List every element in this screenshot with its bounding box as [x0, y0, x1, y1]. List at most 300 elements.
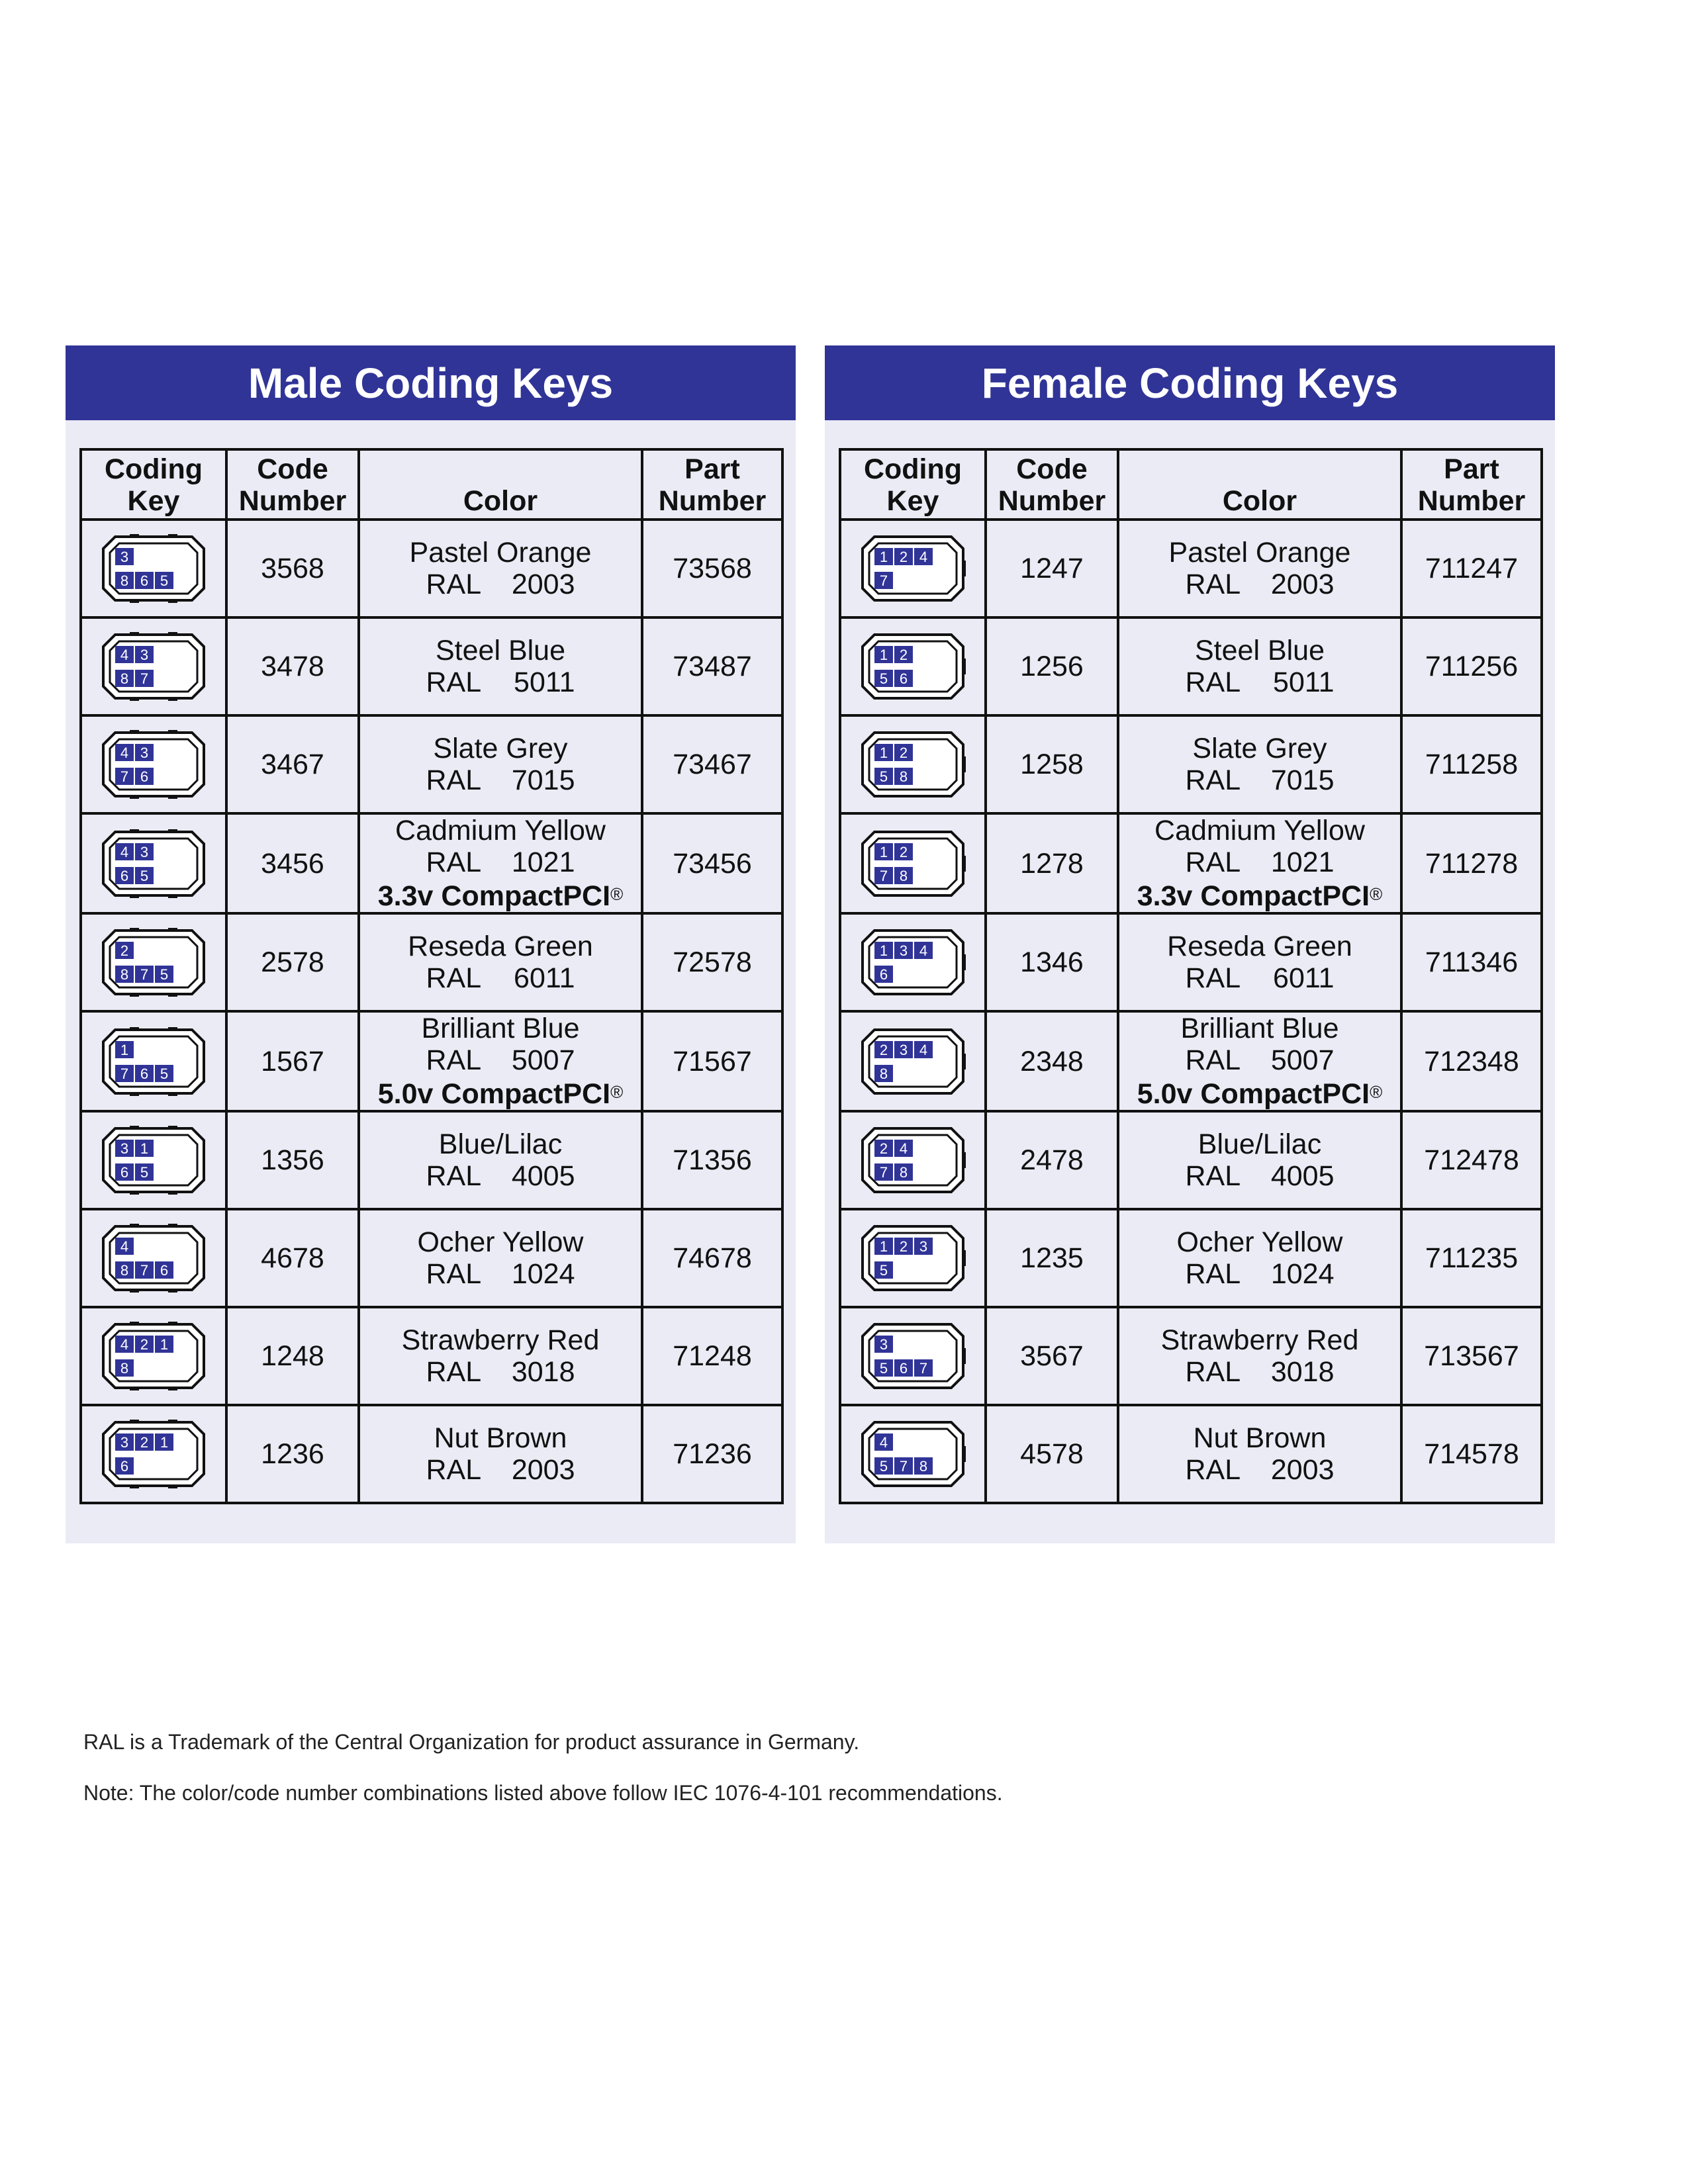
- ral-code: [360, 846, 641, 878]
- color-cell: [359, 520, 642, 617]
- part-number-cell: 73467: [642, 715, 782, 813]
- key-pin-number: 6: [899, 670, 908, 687]
- key-pin-number: 2: [899, 549, 908, 565]
- female-header-row: [840, 449, 1542, 520]
- color-name: Ocher Yellow: [1176, 1226, 1343, 1258]
- color-name: Cadmium Yellow: [1154, 815, 1365, 846]
- ral-code: [1119, 1454, 1400, 1486]
- key-pin-number: 3: [899, 942, 908, 959]
- color-cell: [359, 813, 642, 913]
- key-pin-number: 8: [899, 768, 908, 785]
- key-pin-number: 7: [120, 1065, 129, 1082]
- ral-number: 1024: [511, 1258, 575, 1290]
- ral-code: [1119, 1044, 1400, 1076]
- ral-number: 7015: [511, 764, 575, 796]
- ral-label: RAL: [1185, 1160, 1241, 1192]
- coding-key-icon: [101, 1126, 207, 1195]
- key-pin-number: 2: [899, 843, 908, 860]
- coding-key-cell: [840, 1209, 986, 1307]
- code-number-cell: 3467: [226, 715, 359, 813]
- coding-key-cell: [840, 1307, 986, 1405]
- ral-number: 6011: [1273, 962, 1335, 994]
- key-pin-number: 5: [160, 1065, 169, 1082]
- key-pin-number: 8: [899, 1164, 908, 1181]
- key-pin-number: 7: [140, 966, 149, 983]
- color-name: Pastel Orange: [1168, 537, 1351, 569]
- ral-label: RAL: [1185, 1454, 1241, 1486]
- key-pin-number: 4: [919, 549, 928, 565]
- ral-label: RAL: [426, 666, 482, 698]
- col-header-coding-key: Coding Key: [81, 449, 226, 520]
- ral-label: RAL: [1185, 1258, 1241, 1290]
- part-number-cell: 71356: [642, 1111, 782, 1209]
- part-number-cell: 713567: [1401, 1307, 1542, 1405]
- key-pin-number: 2: [879, 1041, 888, 1058]
- key-pin-number: 4: [919, 1041, 928, 1058]
- ral-number: 7015: [1270, 764, 1335, 796]
- key-bottom-row: [115, 1261, 173, 1279]
- code-number-cell: 2478: [986, 1111, 1118, 1209]
- ral-label: RAL: [426, 764, 482, 796]
- key-pin-number: 7: [919, 1360, 928, 1377]
- female-title: Female Coding Keys: [825, 345, 1555, 420]
- coding-key-icon: [101, 928, 207, 997]
- table-row: [81, 813, 782, 913]
- coding-key-icon: [860, 1420, 966, 1488]
- coding-key-cell: [840, 617, 986, 715]
- color-name: Nut Brown: [1193, 1422, 1327, 1454]
- voltage-note: 3.3v CompactPCI®: [377, 880, 624, 912]
- key-pin-number: 1: [879, 549, 888, 565]
- part-number-cell: 712348: [1401, 1011, 1542, 1111]
- key-pin-number: 6: [160, 1262, 169, 1279]
- ral-number: 5011: [514, 666, 575, 698]
- key-pin-number: 5: [879, 670, 888, 687]
- color-cell: [1118, 1307, 1401, 1405]
- key-pin-number: 2: [140, 1434, 149, 1451]
- coding-key-cell: [840, 813, 986, 913]
- voltage-note: 5.0v CompactPCI®: [377, 1078, 624, 1110]
- coding-key-icon: [101, 1027, 207, 1096]
- key-pin-number: 1: [879, 843, 888, 860]
- key-pin-number: 4: [120, 1238, 129, 1255]
- key-bottom-row: [115, 1359, 134, 1377]
- code-number-cell: 4678: [226, 1209, 359, 1307]
- coding-key-cell: [840, 715, 986, 813]
- col-header-color: Color: [1118, 449, 1401, 520]
- coding-key-icon: [860, 1224, 966, 1293]
- female-panel: [825, 345, 1555, 1543]
- male-table: [79, 448, 784, 1504]
- key-bottom-row: [874, 1261, 893, 1279]
- ral-label: RAL: [426, 962, 482, 994]
- male-panel: [66, 345, 796, 1543]
- coding-key-icon: [860, 730, 966, 799]
- table-row: [81, 617, 782, 715]
- key-pin-number: 5: [879, 1458, 888, 1475]
- key-pin-number: 4: [879, 1434, 888, 1451]
- table-row: [81, 520, 782, 617]
- color-cell: [1118, 1011, 1401, 1111]
- code-number-cell: 3568: [226, 520, 359, 617]
- ral-label: RAL: [1185, 1356, 1241, 1388]
- key-top-row: [874, 1238, 933, 1255]
- part-number-cell: 711346: [1401, 913, 1542, 1011]
- color-name: Blue/Lilac: [1197, 1128, 1322, 1160]
- coding-key-cell: [81, 1307, 226, 1405]
- key-pin-number: 2: [879, 1140, 888, 1157]
- color-cell: [1118, 1209, 1401, 1307]
- part-number-cell: 71236: [642, 1405, 782, 1503]
- color-name: Strawberry Red: [1160, 1324, 1359, 1356]
- coding-key-cell: [81, 520, 226, 617]
- code-number-cell: 4578: [986, 1405, 1118, 1503]
- color-cell: [1118, 520, 1401, 617]
- key-pin-number: 2: [899, 1238, 908, 1255]
- ral-label: RAL: [426, 569, 482, 600]
- ral-code: [1119, 846, 1400, 878]
- ral-code: [1119, 666, 1400, 698]
- key-top-row: [115, 942, 134, 959]
- trademark-note: RAL is a Trademark of the Central Organization for product assurance in Germany.: [83, 1730, 860, 1754]
- color-name: Blue/Lilac: [438, 1128, 563, 1160]
- key-pin-number: 6: [140, 768, 149, 785]
- key-top-row: [874, 1433, 893, 1451]
- ral-code: [1119, 962, 1400, 994]
- key-top-row: [115, 548, 134, 565]
- key-pin-number: 3: [919, 1238, 928, 1255]
- coding-key-icon: [101, 730, 207, 799]
- voltage-note: 3.3v CompactPCI®: [1137, 880, 1383, 912]
- part-number-cell: 711258: [1401, 715, 1542, 813]
- male-title: Male Coding Keys: [66, 345, 796, 420]
- col-header-color: Color: [359, 449, 642, 520]
- coding-key-icon: [101, 534, 207, 603]
- key-bottom-row: [874, 1359, 933, 1377]
- key-pin-number: 7: [879, 572, 888, 589]
- key-pin-number: 8: [120, 966, 129, 983]
- code-number-cell: 1258: [986, 715, 1118, 813]
- code-number-cell: 2348: [986, 1011, 1118, 1111]
- key-pin-number: 5: [140, 1164, 149, 1181]
- key-pin-number: 1: [160, 1336, 169, 1353]
- key-pin-number: 3: [120, 1434, 129, 1451]
- key-top-row: [874, 1041, 933, 1058]
- table-row: [840, 1209, 1542, 1307]
- code-number-cell: 1247: [986, 520, 1118, 617]
- code-number-cell: 3478: [226, 617, 359, 715]
- coding-key-icon: [860, 1126, 966, 1195]
- ral-label: RAL: [1185, 569, 1241, 600]
- key-pin-number: 4: [919, 942, 928, 959]
- female-table: [839, 448, 1543, 1504]
- key-pin-number: 5: [879, 1360, 888, 1377]
- ral-number: 6011: [514, 962, 575, 994]
- coding-key-icon: [101, 1420, 207, 1488]
- color-name: Steel Blue: [435, 635, 566, 666]
- key-pin-number: 8: [120, 670, 129, 687]
- table-row: [840, 715, 1542, 813]
- iec-note: Note: The color/code number combinations listed above follow IEC 1076-4-101 recommendations.: [83, 1781, 1003, 1805]
- key-pin-number: 6: [879, 966, 888, 983]
- code-number-cell: 1256: [986, 617, 1118, 715]
- male-header-row: [81, 449, 782, 520]
- part-number-cell: 711235: [1401, 1209, 1542, 1307]
- part-number-cell: 712478: [1401, 1111, 1542, 1209]
- key-pin-number: 3: [120, 549, 129, 565]
- key-pin-number: 1: [140, 1140, 149, 1157]
- color-cell: [359, 1405, 642, 1503]
- code-number-cell: 1346: [986, 913, 1118, 1011]
- color-name: Reseda Green: [1167, 931, 1352, 962]
- key-pin-number: 3: [140, 843, 149, 860]
- key-pin-number: 2: [140, 1336, 149, 1353]
- key-top-row: [115, 1238, 134, 1255]
- key-top-row: [115, 1336, 173, 1353]
- coding-key-icon: [860, 534, 966, 603]
- key-pin-number: 1: [160, 1434, 169, 1451]
- coding-key-cell: [81, 1011, 226, 1111]
- key-pin-number: 3: [120, 1140, 129, 1157]
- key-pin-number: 8: [879, 1065, 888, 1082]
- ral-code: [1119, 569, 1400, 600]
- key-pin-number: 5: [879, 1262, 888, 1279]
- key-pin-number: 4: [120, 745, 129, 761]
- part-number-cell: 711247: [1401, 520, 1542, 617]
- color-cell: [1118, 913, 1401, 1011]
- key-pin-number: 7: [899, 1458, 908, 1475]
- col-header-code-number: Code Number: [226, 449, 359, 520]
- part-number-cell: 71567: [642, 1011, 782, 1111]
- table-row: [81, 715, 782, 813]
- ral-code: [360, 1044, 641, 1076]
- key-top-row: [874, 942, 933, 959]
- coding-key-cell: [81, 617, 226, 715]
- key-pin-number: 7: [140, 1262, 149, 1279]
- color-name: Ocher Yellow: [417, 1226, 584, 1258]
- key-pin-number: 6: [899, 1360, 908, 1377]
- color-cell: [1118, 1405, 1401, 1503]
- table-row: [840, 1111, 1542, 1209]
- part-number-cell: 71248: [642, 1307, 782, 1405]
- key-pin-number: 3: [140, 745, 149, 761]
- key-top-row: [874, 1336, 893, 1353]
- table-row: [840, 813, 1542, 913]
- coding-key-icon: [101, 1224, 207, 1293]
- key-pin-number: 7: [140, 670, 149, 687]
- ral-number: 5007: [511, 1044, 575, 1076]
- table-row: [81, 1209, 782, 1307]
- code-number-cell: 1356: [226, 1111, 359, 1209]
- coding-key-icon: [101, 1322, 207, 1390]
- coding-key-icon: [860, 1322, 966, 1390]
- table-row: [840, 520, 1542, 617]
- code-number-cell: 1278: [986, 813, 1118, 913]
- coding-key-cell: [81, 913, 226, 1011]
- key-bottom-row: [115, 1457, 134, 1475]
- table-row: [840, 913, 1542, 1011]
- code-number-cell: 1567: [226, 1011, 359, 1111]
- ral-label: RAL: [1185, 764, 1241, 796]
- key-pin-number: 3: [899, 1041, 908, 1058]
- key-pin-number: 5: [140, 867, 149, 884]
- coding-key-cell: [81, 1405, 226, 1503]
- ral-label: RAL: [1185, 666, 1241, 698]
- key-pin-number: 1: [879, 942, 888, 959]
- color-name: Cadmium Yellow: [395, 815, 606, 846]
- key-pin-number: 4: [120, 843, 129, 860]
- key-pin-number: 2: [120, 942, 129, 959]
- coding-key-icon: [101, 632, 207, 701]
- code-number-cell: 1235: [986, 1209, 1118, 1307]
- key-pin-number: 6: [140, 572, 149, 589]
- key-pin-number: 8: [120, 1262, 129, 1279]
- ral-number: 4005: [1270, 1160, 1335, 1192]
- key-pin-number: 8: [120, 1360, 129, 1377]
- key-pin-number: 7: [879, 867, 888, 884]
- table-row: [81, 1011, 782, 1111]
- key-pin-number: 7: [120, 768, 129, 785]
- color-name: Slate Grey: [433, 733, 568, 764]
- part-number-cell: 714578: [1401, 1405, 1542, 1503]
- color-cell: [359, 715, 642, 813]
- ral-code: [1119, 1160, 1400, 1192]
- ral-number: 2003: [1270, 569, 1335, 600]
- key-bottom-row: [874, 1457, 933, 1475]
- table-row: [840, 1307, 1542, 1405]
- coding-key-cell: [81, 1209, 226, 1307]
- code-number-cell: 2578: [226, 913, 359, 1011]
- coding-key-icon: [860, 632, 966, 701]
- color-cell: [1118, 1111, 1401, 1209]
- key-pin-number: 8: [919, 1458, 928, 1475]
- ral-label: RAL: [1185, 962, 1241, 994]
- key-pin-number: 6: [120, 867, 129, 884]
- key-pin-number: 1: [879, 1238, 888, 1255]
- key-bottom-row: [874, 966, 893, 983]
- ral-number: 1021: [511, 846, 575, 878]
- key-pin-number: 1: [879, 745, 888, 761]
- ral-number: 2003: [511, 569, 575, 600]
- key-pin-number: 7: [879, 1164, 888, 1181]
- ral-number: 3018: [511, 1356, 575, 1388]
- part-number-cell: 73568: [642, 520, 782, 617]
- part-number-cell: 72578: [642, 913, 782, 1011]
- key-bottom-row: [874, 572, 893, 589]
- table-row: [81, 1307, 782, 1405]
- key-pin-number: 4: [120, 647, 129, 663]
- key-pin-number: 5: [879, 768, 888, 785]
- key-pin-number: 3: [140, 647, 149, 663]
- col-header-coding-key: Coding Key: [840, 449, 986, 520]
- color-cell: [359, 1011, 642, 1111]
- key-pin-number: 3: [879, 1336, 888, 1353]
- key-pin-number: 6: [120, 1458, 129, 1475]
- ral-label: RAL: [1185, 1044, 1241, 1076]
- table-row: [81, 913, 782, 1011]
- ral-label: RAL: [426, 846, 482, 878]
- ral-code: [1119, 1356, 1400, 1388]
- color-name: Strawberry Red: [401, 1324, 600, 1356]
- key-pin-number: 4: [899, 1140, 908, 1157]
- ral-number: 1021: [1270, 846, 1335, 878]
- key-bottom-row: [874, 1065, 893, 1082]
- key-pin-number: 6: [120, 1164, 129, 1181]
- ral-code: [360, 1356, 641, 1388]
- part-number-cell: 711256: [1401, 617, 1542, 715]
- color-cell: [1118, 813, 1401, 913]
- coding-key-icon: [860, 829, 966, 898]
- code-number-cell: 3567: [986, 1307, 1118, 1405]
- key-top-row: [874, 548, 933, 565]
- ral-code: [360, 569, 641, 600]
- part-number-cell: 73487: [642, 617, 782, 715]
- ral-code: [360, 764, 641, 796]
- ral-code: [360, 1160, 641, 1192]
- key-bottom-row: [115, 572, 173, 589]
- color-cell: [359, 617, 642, 715]
- key-pin-number: 1: [879, 647, 888, 663]
- ral-label: RAL: [1185, 846, 1241, 878]
- key-bottom-row: [115, 1065, 173, 1082]
- ral-number: 1024: [1270, 1258, 1335, 1290]
- key-pin-number: 2: [899, 745, 908, 761]
- key-pin-number: 6: [140, 1065, 149, 1082]
- ral-code: [1119, 764, 1400, 796]
- part-number-cell: 711278: [1401, 813, 1542, 913]
- color-cell: [1118, 617, 1401, 715]
- part-number-cell: 74678: [642, 1209, 782, 1307]
- coding-key-cell: [840, 913, 986, 1011]
- coding-key-cell: [81, 715, 226, 813]
- color-name: Brilliant Blue: [421, 1013, 580, 1044]
- ral-code: [1119, 1258, 1400, 1290]
- col-header-code-number: Code Number: [986, 449, 1118, 520]
- ral-number: 3018: [1270, 1356, 1335, 1388]
- code-number-cell: 3456: [226, 813, 359, 913]
- key-pin-number: 5: [160, 572, 169, 589]
- col-header-part-number: Part Number: [1401, 449, 1542, 520]
- key-pin-number: 8: [899, 867, 908, 884]
- color-name: Reseda Green: [408, 931, 593, 962]
- coding-key-icon: [860, 928, 966, 997]
- ral-number: 5011: [1273, 666, 1335, 698]
- color-cell: [359, 913, 642, 1011]
- code-number-cell: 1248: [226, 1307, 359, 1405]
- ral-number: 4005: [511, 1160, 575, 1192]
- voltage-note: 5.0v CompactPCI®: [1137, 1078, 1383, 1110]
- coding-key-cell: [840, 1111, 986, 1209]
- ral-label: RAL: [426, 1356, 482, 1388]
- ral-code: [360, 1258, 641, 1290]
- ral-number: 5007: [1270, 1044, 1335, 1076]
- coding-key-icon: [101, 829, 207, 898]
- ral-code: [360, 1454, 641, 1486]
- key-pin-number: 2: [899, 647, 908, 663]
- ral-label: RAL: [426, 1258, 482, 1290]
- code-number-cell: 1236: [226, 1405, 359, 1503]
- table-row: [840, 1011, 1542, 1111]
- color-name: Steel Blue: [1194, 635, 1325, 666]
- key-top-row: [115, 1041, 134, 1058]
- ral-code: [360, 962, 641, 994]
- key-pin-number: 8: [120, 572, 129, 589]
- color-cell: [359, 1209, 642, 1307]
- ral-code: [360, 666, 641, 698]
- coding-key-cell: [81, 813, 226, 913]
- col-header-part-number: Part Number: [642, 449, 782, 520]
- key-pin-number: 1: [120, 1041, 129, 1058]
